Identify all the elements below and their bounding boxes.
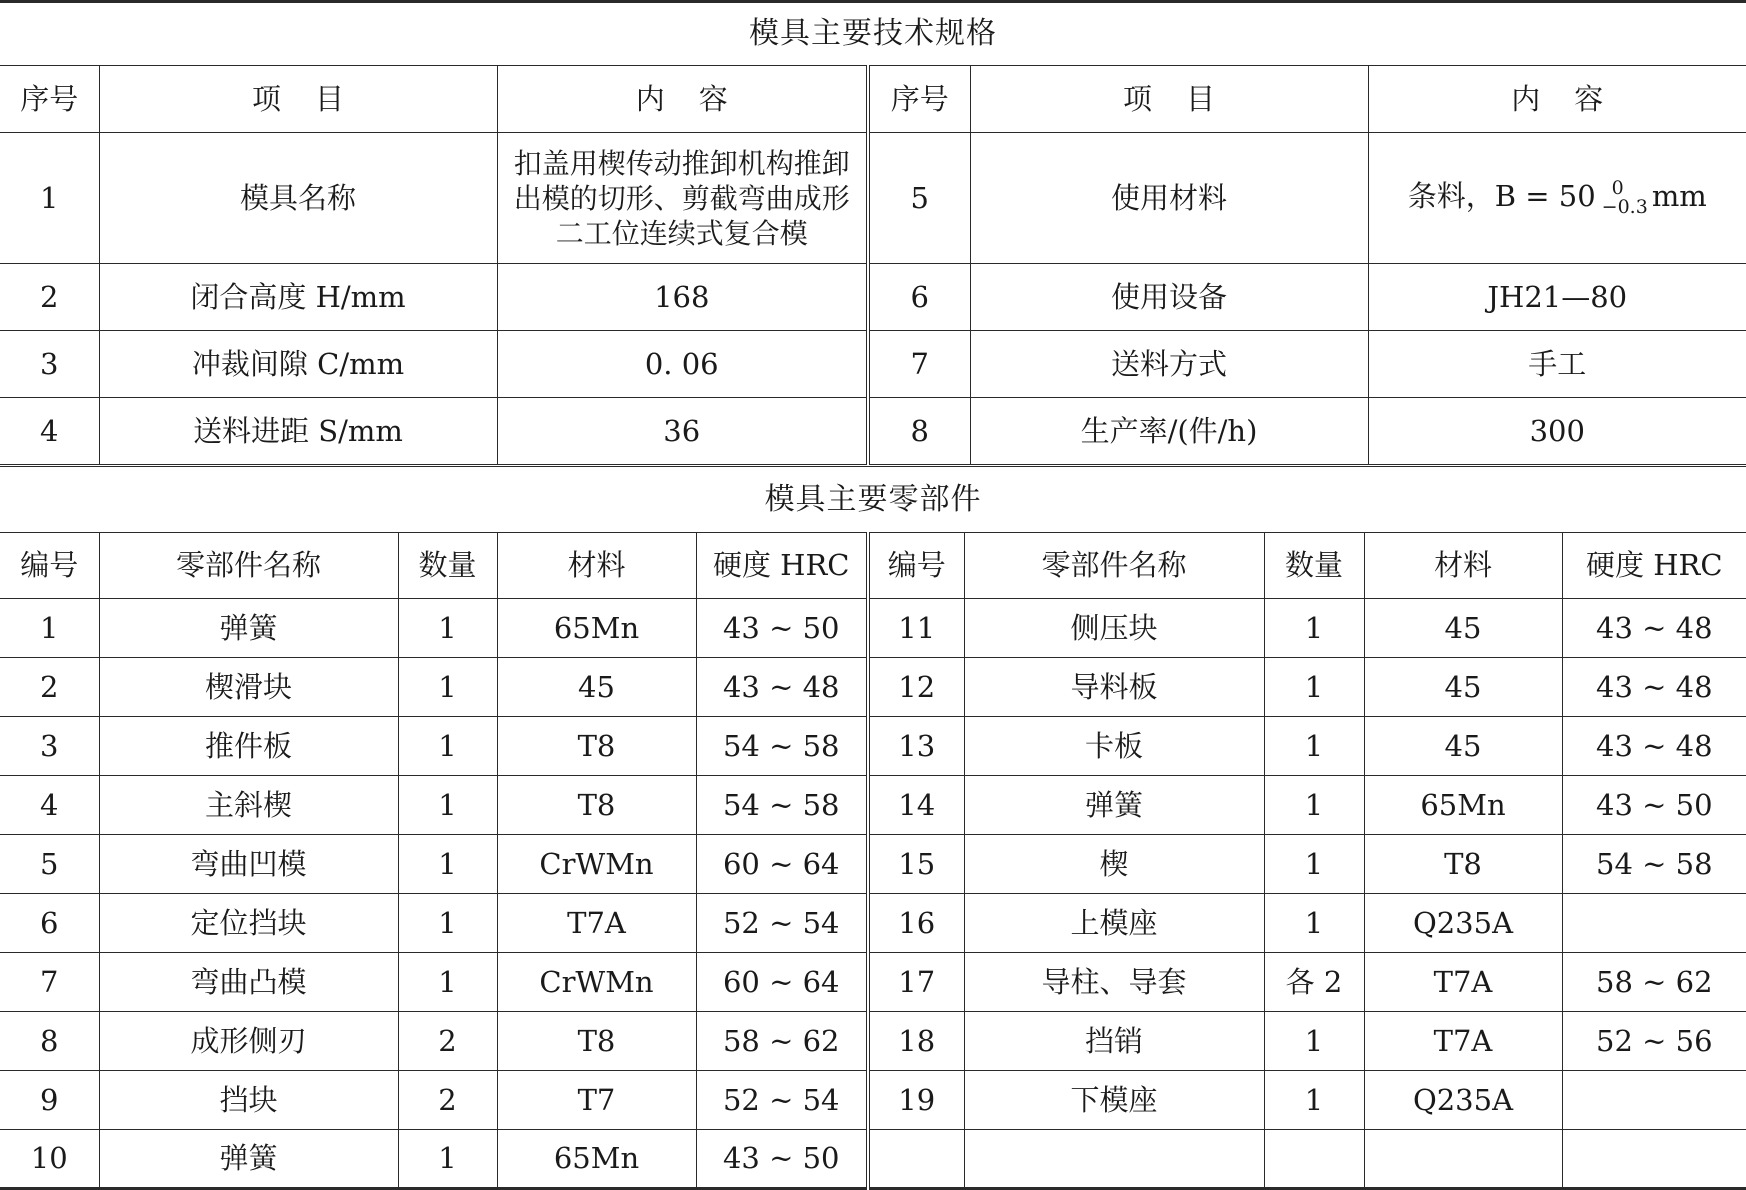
part-name-right: 上模座 [964,894,1264,953]
part-material-right: T8 [1364,835,1562,894]
spec-item: 模具名称 [99,133,497,264]
tolerance [1602,179,1648,217]
part-no-right: 14 [868,776,964,835]
part-name: 弹簧 [99,1130,398,1189]
part-qty-right: 1 [1264,894,1364,953]
part-qty-right: 1 [1264,776,1364,835]
parts-header-name: 零部件名称 [99,533,398,599]
part-hardness: 43 ~ 48 [696,658,868,717]
tolerance-upper: 0 [1611,177,1624,199]
spec-header-no-right: 序号 [868,66,970,133]
spec-header-item-right: 项目 [970,66,1368,133]
part-material-right: 45 [1364,717,1562,776]
spec-item-right: 使用设备 [970,264,1368,331]
parts-header-name-right: 零部件名称 [964,533,1264,599]
parts-header-no: 编号 [0,533,99,599]
part-name-right: 侧压块 [964,599,1264,658]
part-hardness: 60 ~ 64 [696,953,868,1012]
spec-header-item: 项目 [99,66,497,133]
part-hardness: 54 ~ 58 [696,717,868,776]
part-hardness-right [1562,1071,1746,1130]
part-hardness-right [1562,894,1746,953]
part-name: 主斜楔 [99,776,398,835]
parts-header-qty-right: 数量 [1264,533,1364,599]
part-qty-right: 各 2 [1264,953,1364,1012]
part-hardness-right: 43 ~ 48 [1562,717,1746,776]
spec-header-row [0,66,1746,133]
part-hardness: 43 ~ 50 [696,1130,868,1189]
part-material: T7A [497,894,696,953]
part-qty: 1 [398,835,497,894]
table-row [0,599,1746,658]
part-material-right: 65Mn [1364,776,1562,835]
material-spec-text: 条料，B = 50 [1407,179,1596,213]
part-material: CrWMn [497,953,696,1012]
spec-row [0,331,1746,398]
parts-header-material: 材料 [497,533,696,599]
part-no: 1 [0,599,99,658]
part-hardness: 43 ~ 50 [696,599,868,658]
part-no: 4 [0,776,99,835]
part-no: 7 [0,953,99,1012]
part-name-right [964,1130,1264,1189]
part-hardness-right: 43 ~ 48 [1562,599,1746,658]
part-qty-right: 1 [1264,658,1364,717]
part-material-right [1364,1130,1562,1189]
spec-item: 闭合高度 H/mm [99,264,497,331]
spec-item: 冲裁间隙 C/mm [99,331,497,398]
spec-no-right: 7 [868,331,970,398]
spec-row [0,264,1746,331]
spec-content: 0. 06 [497,331,868,398]
part-name-right: 卡板 [964,717,1264,776]
table-row [0,1071,1746,1130]
spec-item: 送料进距 S/mm [99,398,497,465]
part-hardness: 54 ~ 58 [696,776,868,835]
spec-row [0,398,1746,465]
table-row [0,776,1746,835]
part-hardness: 60 ~ 64 [696,835,868,894]
part-name: 挡块 [99,1071,398,1130]
part-name: 定位挡块 [99,894,398,953]
spec-no: 3 [0,331,99,398]
part-hardness-right: 43 ~ 50 [1562,776,1746,835]
part-no-right: 11 [868,599,964,658]
part-name-right: 导柱、导套 [964,953,1264,1012]
part-name-right: 下模座 [964,1071,1264,1130]
part-no-right: 16 [868,894,964,953]
spec-content-right: 手工 [1368,331,1746,398]
spec-no-right: 5 [868,133,970,264]
part-material: T8 [497,1012,696,1071]
spec-no: 1 [0,133,99,264]
part-qty: 1 [398,894,497,953]
spec-content-right: 300 [1368,398,1746,465]
table-row [0,717,1746,776]
spec-no: 4 [0,398,99,465]
table-row [0,953,1746,1012]
table-row [0,894,1746,953]
spec-no-right: 8 [868,398,970,465]
parts-header-hardness-right: 硬度 HRC [1562,533,1746,599]
part-qty: 1 [398,776,497,835]
part-qty: 1 [398,717,497,776]
spec-content: 36 [497,398,868,465]
part-name-right: 导料板 [964,658,1264,717]
spec-no-right: 6 [868,264,970,331]
part-qty: 2 [398,1012,497,1071]
part-qty: 2 [398,1071,497,1130]
parts-header-no-right: 编号 [868,533,964,599]
table-row [0,1130,1746,1189]
part-no: 9 [0,1071,99,1130]
part-qty-right: 1 [1264,1071,1364,1130]
part-qty: 1 [398,1130,497,1189]
part-material: T8 [497,776,696,835]
parts-title: 模具主要零部件 [0,467,1746,533]
part-name: 弹簧 [99,599,398,658]
part-no: 10 [0,1130,99,1189]
part-material-right: 45 [1364,599,1562,658]
part-hardness-right [1562,1130,1746,1189]
spec-title: 模具主要技术规格 [0,2,1746,66]
spec-table [0,0,1746,465]
part-hardness-right: 54 ~ 58 [1562,835,1746,894]
part-no-right: 15 [868,835,964,894]
spec-header-content-right: 内容 [1368,66,1746,133]
spec-header-no: 序号 [0,66,99,133]
part-hardness-right: 58 ~ 62 [1562,953,1746,1012]
part-qty: 1 [398,658,497,717]
spec-header-content: 内容 [497,66,868,133]
part-no-right: 12 [868,658,964,717]
part-name: 弯曲凹模 [99,835,398,894]
part-no: 5 [0,835,99,894]
part-material: CrWMn [497,835,696,894]
part-no: 8 [0,1012,99,1071]
part-no-right: 13 [868,717,964,776]
spec-row [0,133,1746,264]
part-material: 65Mn [497,1130,696,1189]
spec-content-right [1368,133,1746,264]
table-row [0,835,1746,894]
part-material-right: 45 [1364,658,1562,717]
part-name-right: 楔 [964,835,1264,894]
spec-content: 168 [497,264,868,331]
spec-item-right: 使用材料 [970,133,1368,264]
part-material: T8 [497,717,696,776]
spec-item-right: 生产率/(件/h) [970,398,1368,465]
material-spec-unit: mm [1651,179,1707,213]
part-no: 2 [0,658,99,717]
part-name-right: 弹簧 [964,776,1264,835]
parts-header-material-right: 材料 [1364,533,1562,599]
part-material-right: Q235A [1364,1071,1562,1130]
part-no-right: 18 [868,1012,964,1071]
table-row [0,1012,1746,1071]
part-qty-right: 1 [1264,599,1364,658]
part-name: 推件板 [99,717,398,776]
part-hardness-right: 43 ~ 48 [1562,658,1746,717]
part-hardness: 52 ~ 54 [696,1071,868,1130]
part-material: T7 [497,1071,696,1130]
part-hardness: 58 ~ 62 [696,1012,868,1071]
parts-header-qty: 数量 [398,533,497,599]
spec-content-right: JH21—80 [1368,264,1746,331]
part-hardness: 52 ~ 54 [696,894,868,953]
part-material-right: T7A [1364,1012,1562,1071]
spec-content: 扣盖用楔传动推卸机构推卸出模的切形、剪截弯曲成形二工位连续式复合模 [497,133,868,264]
part-material-right: Q235A [1364,894,1562,953]
part-qty-right: 1 [1264,1012,1364,1071]
part-no-right: 19 [868,1071,964,1130]
part-name: 弯曲凸模 [99,953,398,1012]
part-qty: 1 [398,953,497,1012]
part-name-right: 挡销 [964,1012,1264,1071]
part-qty-right [1264,1130,1364,1189]
parts-header-hardness: 硬度 HRC [696,533,868,599]
part-no: 3 [0,717,99,776]
part-material: 65Mn [497,599,696,658]
part-name: 成形侧刃 [99,1012,398,1071]
parts-header-row [0,533,1746,599]
part-name: 楔滑块 [99,658,398,717]
parts-table [0,466,1746,1190]
part-qty-right: 1 [1264,717,1364,776]
part-qty-right: 1 [1264,835,1364,894]
part-hardness-right: 52 ~ 56 [1562,1012,1746,1071]
spec-item-right: 送料方式 [970,331,1368,398]
part-no-right [868,1130,964,1189]
part-material-right: T7A [1364,953,1562,1012]
part-material: 45 [497,658,696,717]
tolerance-lower: −0.3 [1601,196,1648,218]
spec-no: 2 [0,264,99,331]
part-qty: 1 [398,599,497,658]
part-no: 6 [0,894,99,953]
table-row [0,658,1746,717]
part-no-right: 17 [868,953,964,1012]
